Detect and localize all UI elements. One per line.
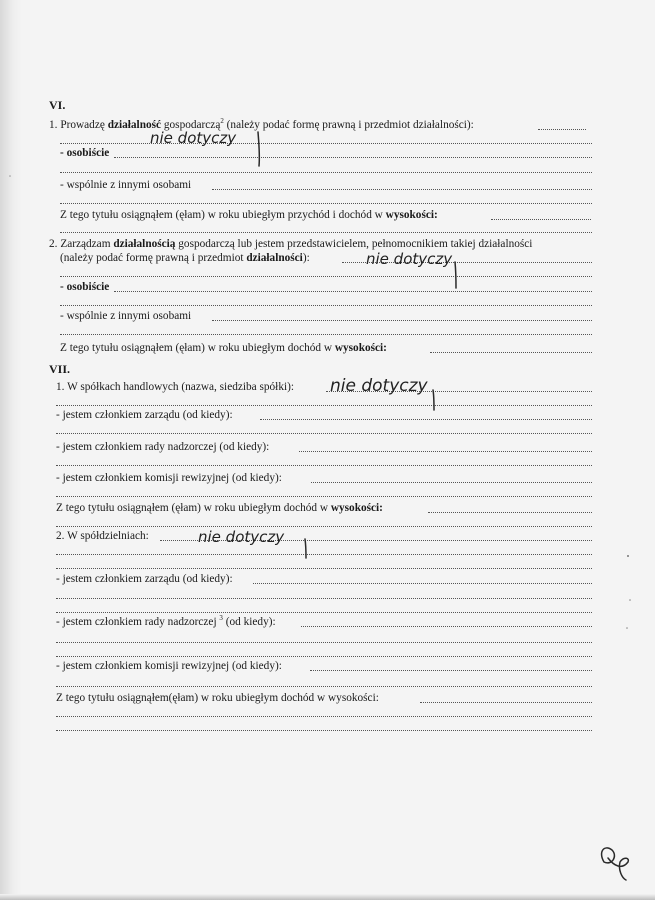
fill-line <box>60 276 592 277</box>
fill-line <box>260 419 592 420</box>
initials-signature <box>602 848 629 880</box>
fill-line <box>311 482 592 483</box>
fill-line <box>56 433 592 434</box>
fill-line <box>60 172 592 173</box>
s7-item2-text: 2. W spółdzielniach: <box>56 530 149 542</box>
fill-line <box>56 612 592 613</box>
s6-item2-text-line2: (należy podać formę prawną i przedmiot działalności): <box>60 252 310 264</box>
s7-item2-supervisory: - jestem członkiem rady nadzorczej $^3$ (od kiedy): <box>56 614 276 628</box>
s7-item2-board: - jestem członkiem zarządu (od kiedy): <box>56 573 233 585</box>
s7-item2-income: Z tego tytułu osiągnąłem(ęłam) w roku ubiegłym dochód w wysokości: <box>56 692 379 704</box>
fill-line <box>538 129 586 130</box>
fill-line <box>114 291 592 292</box>
svg-text:nie dotyczy: nie dotyczy <box>366 250 453 268</box>
fill-line <box>299 451 592 452</box>
fill-line <box>56 568 592 569</box>
section-6-heading: VI. <box>49 98 66 112</box>
fill-line <box>56 716 592 717</box>
section-7-heading: VII. <box>49 362 71 376</box>
fill-line <box>56 656 592 657</box>
fill-line <box>420 702 592 703</box>
page-bottom-edge <box>0 894 655 900</box>
fill-line <box>56 526 592 527</box>
fill-line <box>60 305 592 306</box>
fill-line <box>301 626 592 627</box>
fill-line <box>428 512 592 513</box>
fill-line <box>60 203 592 204</box>
s6-item2-text: 2. Zarządzam działalnością gospodarczą lub jestem przedstawicielem, pełnomocnikiem takiej działalności <box>49 238 533 250</box>
fill-line <box>56 554 592 555</box>
fill-line <box>56 496 592 497</box>
svg-text:nie dotyczy: nie dotyczy <box>198 528 285 546</box>
s7-item1-supervisory: - jestem członkiem rady nadzorczej (od kiedy): <box>56 441 270 453</box>
fill-line <box>326 391 592 392</box>
s7-item1-text: 1. W spółkach handlowych (nazwa, siedziba spółki): <box>56 381 295 393</box>
fill-line <box>114 157 592 158</box>
s7-item1-audit: - jestem członkiem komisji rewizyjnej (od kiedy): <box>56 472 282 484</box>
fill-line <box>60 143 592 144</box>
s7-item2-audit: - jestem członkiem komisji rewizyjnej (od kiedy): <box>56 660 282 672</box>
fill-line <box>56 686 592 687</box>
fill-line <box>56 465 592 466</box>
fill-line <box>160 540 592 541</box>
s6-item2-personally: - osobiście <box>60 281 110 293</box>
s6-item1-text: 1. Prowadzę działalność gospodarczą$^2$ (należy podać formę prawną i przedmiot działalności): <box>49 117 474 131</box>
fill-line <box>212 189 592 190</box>
svg-text:nie dotyczy: nie dotyczy <box>150 129 237 147</box>
svg-text:nie dotyczy: nie dotyczy <box>330 376 428 396</box>
fill-line <box>310 670 592 671</box>
fill-line <box>430 352 592 353</box>
fill-line <box>56 405 592 406</box>
fill-line <box>342 262 592 263</box>
fill-line <box>212 320 592 321</box>
s7-item1-board: - jestem członkiem zarządu (od kiedy): <box>56 409 233 421</box>
fill-line <box>56 730 592 731</box>
s6-item1-income: Z tego tytułu osiągnąłem (ęłam) w roku ubiegłym przychód i dochód w wysokości: <box>60 209 438 221</box>
fill-line <box>56 642 592 643</box>
s6-item1-personally: - osobiście <box>60 147 110 159</box>
fill-line <box>56 598 592 599</box>
s6-item2-jointly: - wspólnie z innymi osobami <box>60 310 192 322</box>
s6-item2-income: Z tego tytułu osiągnąłem (ęłam) w roku ubiegłym dochód w wysokości: <box>60 342 387 354</box>
s7-item1-income: Z tego tytułu osiągnąłem (ęłam) w roku ubiegłym dochód w wysokości: <box>56 502 383 514</box>
s6-item1-jointly: - wspólnie z innymi osobami <box>60 179 192 191</box>
fill-line <box>60 334 592 335</box>
fill-line <box>253 583 592 584</box>
fill-line <box>60 232 592 233</box>
